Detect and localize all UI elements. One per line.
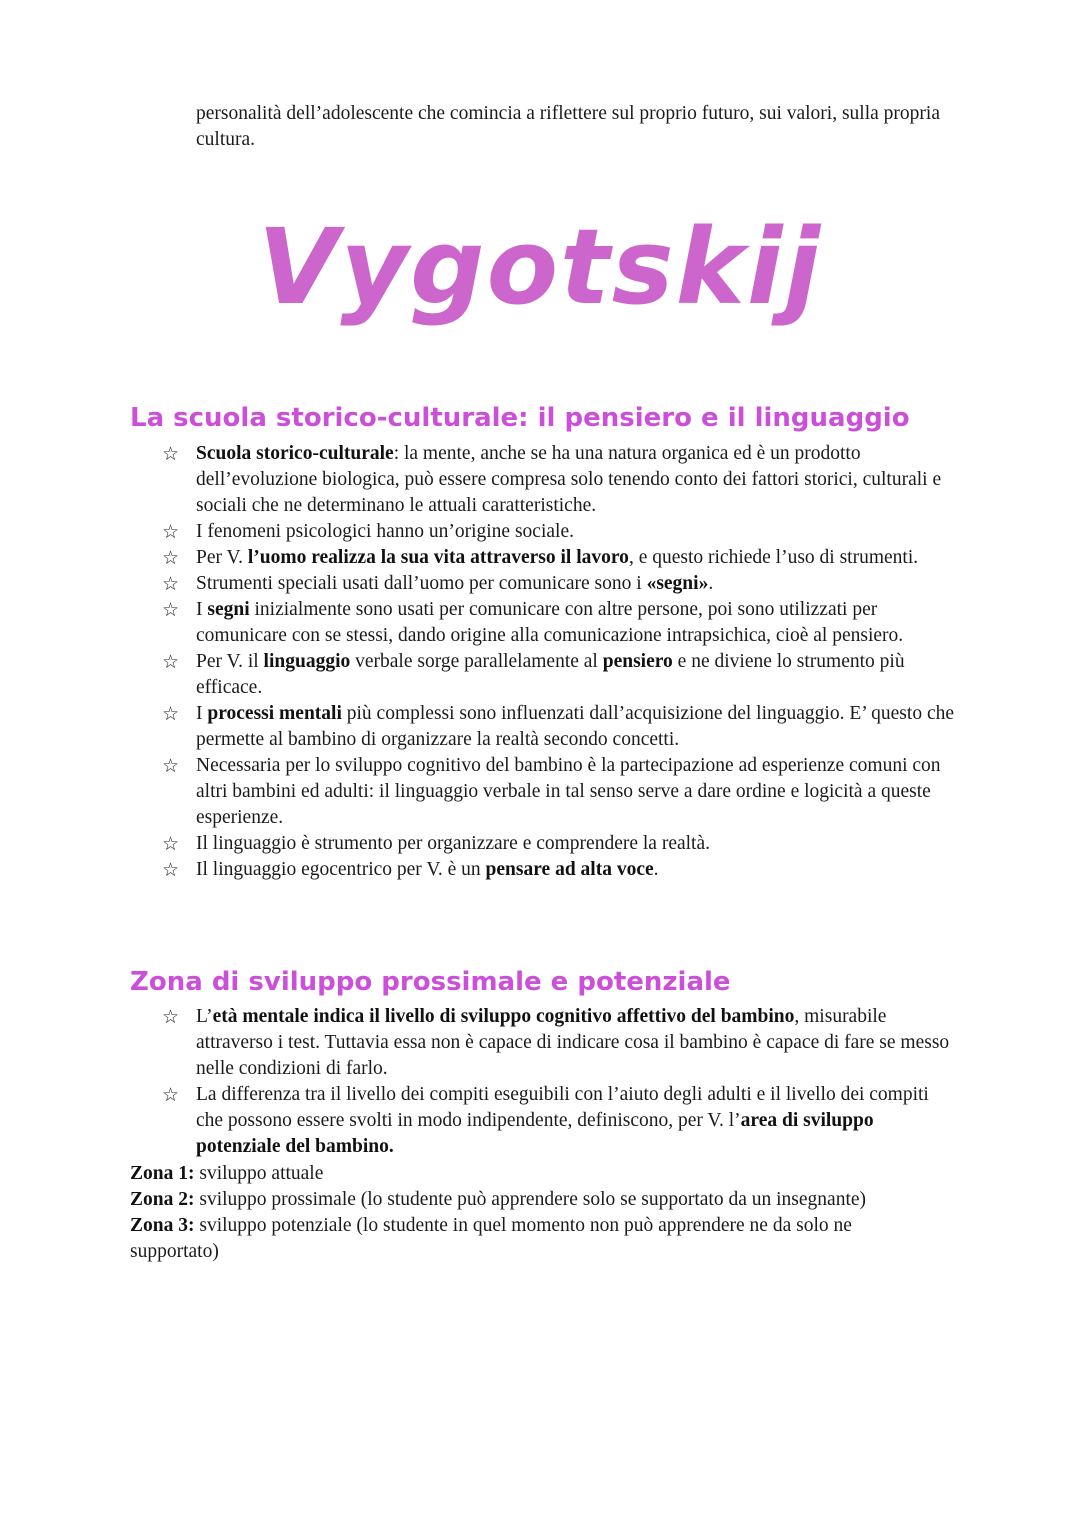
- star-icon: ☆: [162, 521, 180, 543]
- star-icon: ☆: [162, 443, 180, 465]
- star-icon: ☆: [162, 547, 180, 569]
- star-icon: ☆: [162, 651, 180, 673]
- list-item: ☆ Scuola storico-culturale: la mente, anche se ha una natura organica ed è un prodotto dell’evoluzione biologica, può essere compresa solo tenendo conto dei fattori storici, culturali e sociali che ne determinano le attuali caratteristiche.: [162, 443, 942, 516]
- section-heading-zona-sviluppo: Zona di sviluppo prossimale e potenziale: [130, 967, 731, 997]
- list-item: ☆ I processi mentali più complessi sono influenzati dall’acquisizione del linguaggio. E’ questo che permette al bambino di organizzare la realtà secondo concetti.: [162, 703, 954, 750]
- star-icon: ☆: [162, 573, 180, 595]
- star-icon: ☆: [162, 1006, 180, 1028]
- list-item: ☆ Per V. il linguaggio verbale sorge parallelamente al pensiero e ne diviene lo strumento più efficace.: [162, 651, 905, 698]
- zone-line: Zona 3: sviluppo potenziale (lo studente in quel momento non può apprendere ne da solo ne supportato): [130, 1215, 852, 1262]
- list-item: ☆ Il linguaggio è strumento per organizzare e comprendere la realtà.: [162, 833, 710, 855]
- list-item: ☆ Strumenti speciali usati dall’uomo per comunicare sono i «segni».: [162, 573, 714, 595]
- zone-line: Zona 2: sviluppo prossimale (lo studente può apprendere solo se supportato da un insegnante): [130, 1189, 867, 1210]
- list-item: ☆ I fenomeni psicologici hanno un’origine sociale.: [162, 521, 574, 543]
- list-item: ☆ Necessaria per lo sviluppo cognitivo del bambino è la partecipazione ad esperienze comuni con altri bambini ed adulti: il linguaggio verbale in tal senso serve a dare ordine e logicità a queste esperienze.: [162, 755, 941, 828]
- list-item: ☆ Il linguaggio egocentrico per V. è un pensare ad alta voce.: [162, 859, 659, 881]
- section-heading-storico-culturale: La scuola storico-culturale: il pensiero e il linguaggio: [130, 403, 910, 433]
- star-icon: ☆: [162, 859, 180, 881]
- star-icon: ☆: [162, 833, 180, 855]
- bullet-list-section2: [160, 1004, 960, 1160]
- page-title: Vygotskij: [257, 206, 823, 328]
- title-banner: [0, 192, 1080, 342]
- star-icon: ☆: [162, 703, 180, 725]
- bullet-list-section1: [160, 441, 960, 883]
- zone-line: Zona 1: sviluppo attuale: [130, 1163, 324, 1184]
- list-item: ☆ L’età mentale indica il livello di sviluppo cognitivo affettivo del bambino, misurabile attraverso i test. Tuttavia essa non è capace di indicare cosa il bambino è capace di fare se messo nelle condizioni di farlo.: [162, 1006, 950, 1079]
- intro-paragraph: personalità dell’adolescente che comincia a riflettere sul proprio futuro, sui valori, sulla propria cultura.: [196, 103, 940, 150]
- list-item: ☆ La differenza tra il livello dei compiti eseguibili con l’aiuto degli adulti e il livello dei compiti che possono essere svolti in modo indipendente, definiscono, per V. l’area di sviluppo potenziale del bambino.: [162, 1084, 929, 1157]
- list-item: ☆ I segni inizialmente sono usati per comunicare con altre persone, poi sono utilizzati per comunicare con se stessi, dando origine alla comunicazione intrapsichica, cioè al pensiero.: [162, 599, 904, 646]
- star-icon: ☆: [162, 755, 180, 777]
- list-item: ☆ Per V. l’uomo realizza la sua vita attraverso il lavoro, e questo richiede l’uso di strumenti.: [162, 547, 919, 569]
- zones-list: [130, 1161, 940, 1265]
- star-icon: ☆: [162, 1084, 180, 1106]
- star-icon: ☆: [162, 599, 180, 621]
